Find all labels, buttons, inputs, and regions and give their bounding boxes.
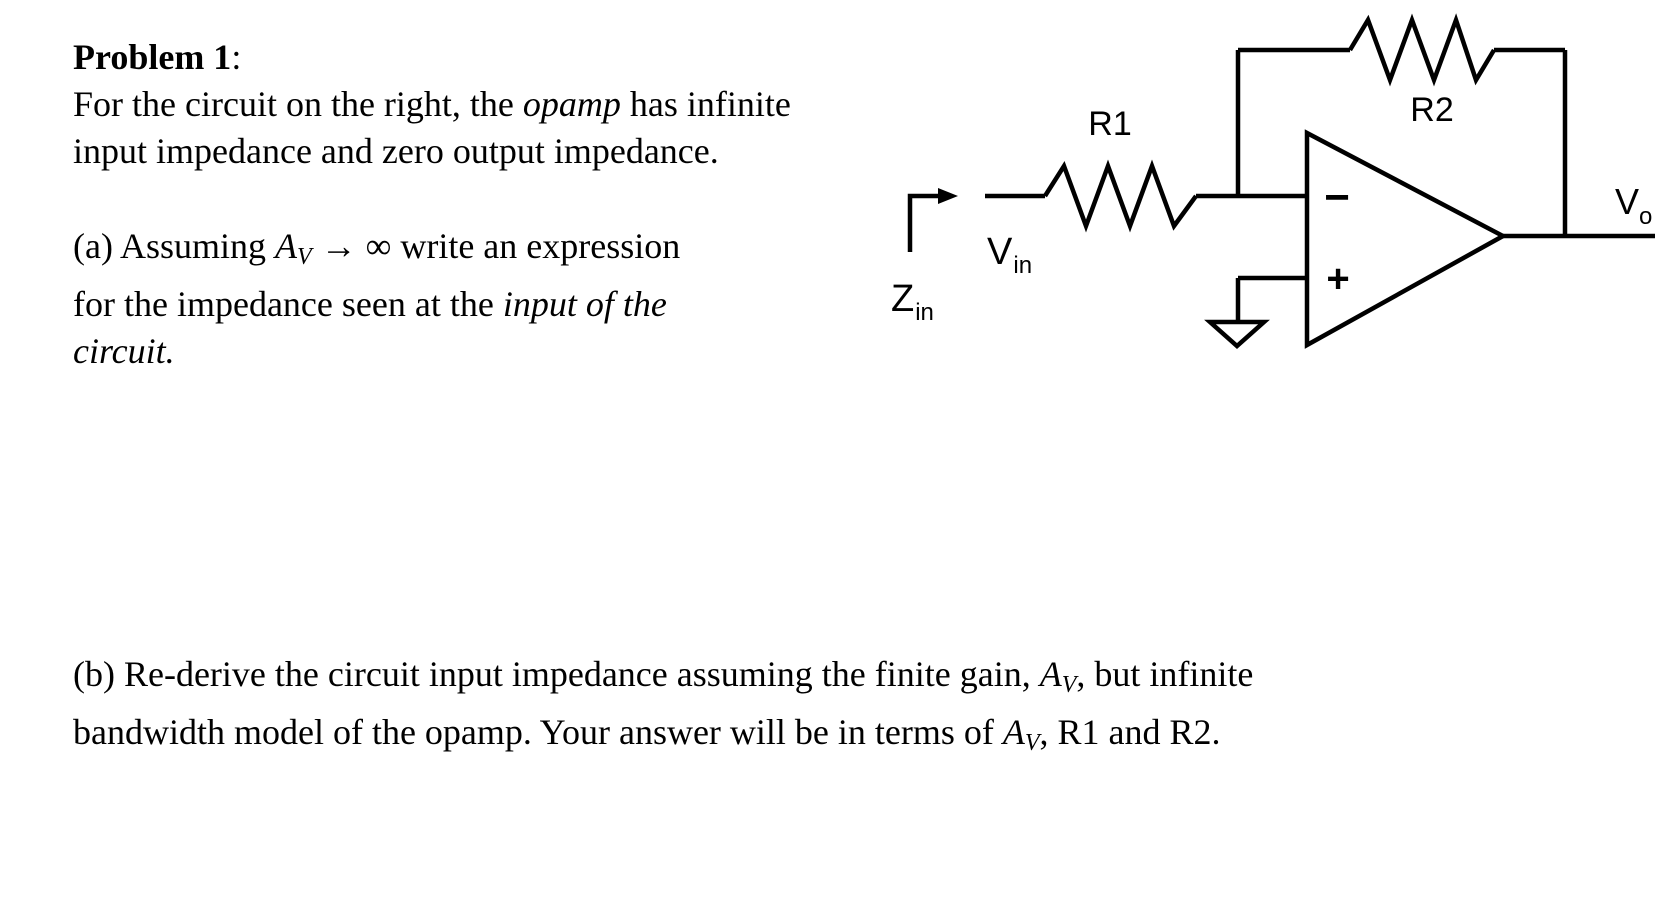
r2-resistor bbox=[1350, 20, 1494, 80]
av-symbol: $A_V$ bbox=[1002, 712, 1040, 756]
opamp-symbol bbox=[1307, 133, 1503, 345]
part-b-text: (b) Re-derive the circuit input impedance assuming the finite gain, bbox=[73, 654, 1040, 694]
part-b-text: bandwidth model of the opamp. Your answer will be in terms of bbox=[73, 712, 1003, 752]
part-a-text: (a) Assuming bbox=[73, 226, 275, 266]
vin-label: $V_{in}$ bbox=[987, 231, 1033, 279]
part-a-text: for the impedance seen at the bbox=[73, 284, 503, 324]
ground-icon bbox=[1210, 322, 1264, 346]
plus-sign: + bbox=[1326, 257, 1350, 301]
part-a-italic: circuit. bbox=[73, 331, 175, 371]
problem-title-text: Problem 1 bbox=[73, 37, 232, 77]
zin-arrow-line bbox=[910, 196, 940, 252]
part-a-italic: input of the bbox=[502, 284, 667, 324]
part-a-text: → ∞ write an expression bbox=[311, 226, 681, 266]
problem-title-colon: : bbox=[231, 37, 242, 77]
r1-resistor bbox=[1045, 166, 1196, 226]
intro-text: For the circuit on the right, the bbox=[73, 84, 523, 124]
part-b-text: , R1 and R2. bbox=[1039, 712, 1221, 752]
av-symbol: $A_V$ bbox=[1039, 654, 1077, 698]
arrow-right-icon bbox=[938, 188, 958, 204]
zin-label: $Z_{in}$ bbox=[891, 278, 934, 326]
r2-label: R2 bbox=[1410, 91, 1454, 129]
intro-line-2: input impedance and zero output impedance. bbox=[73, 131, 719, 171]
av-symbol: $A_V$ bbox=[275, 226, 312, 270]
r1-label: R1 bbox=[1088, 105, 1132, 143]
opamp-term: opamp bbox=[522, 84, 621, 124]
intro-text: has infinite bbox=[620, 84, 791, 124]
minus-sign: − bbox=[1324, 173, 1350, 222]
part-b-text: , but infinite bbox=[1076, 654, 1254, 694]
vo-label: $V_o$ bbox=[1615, 181, 1653, 230]
